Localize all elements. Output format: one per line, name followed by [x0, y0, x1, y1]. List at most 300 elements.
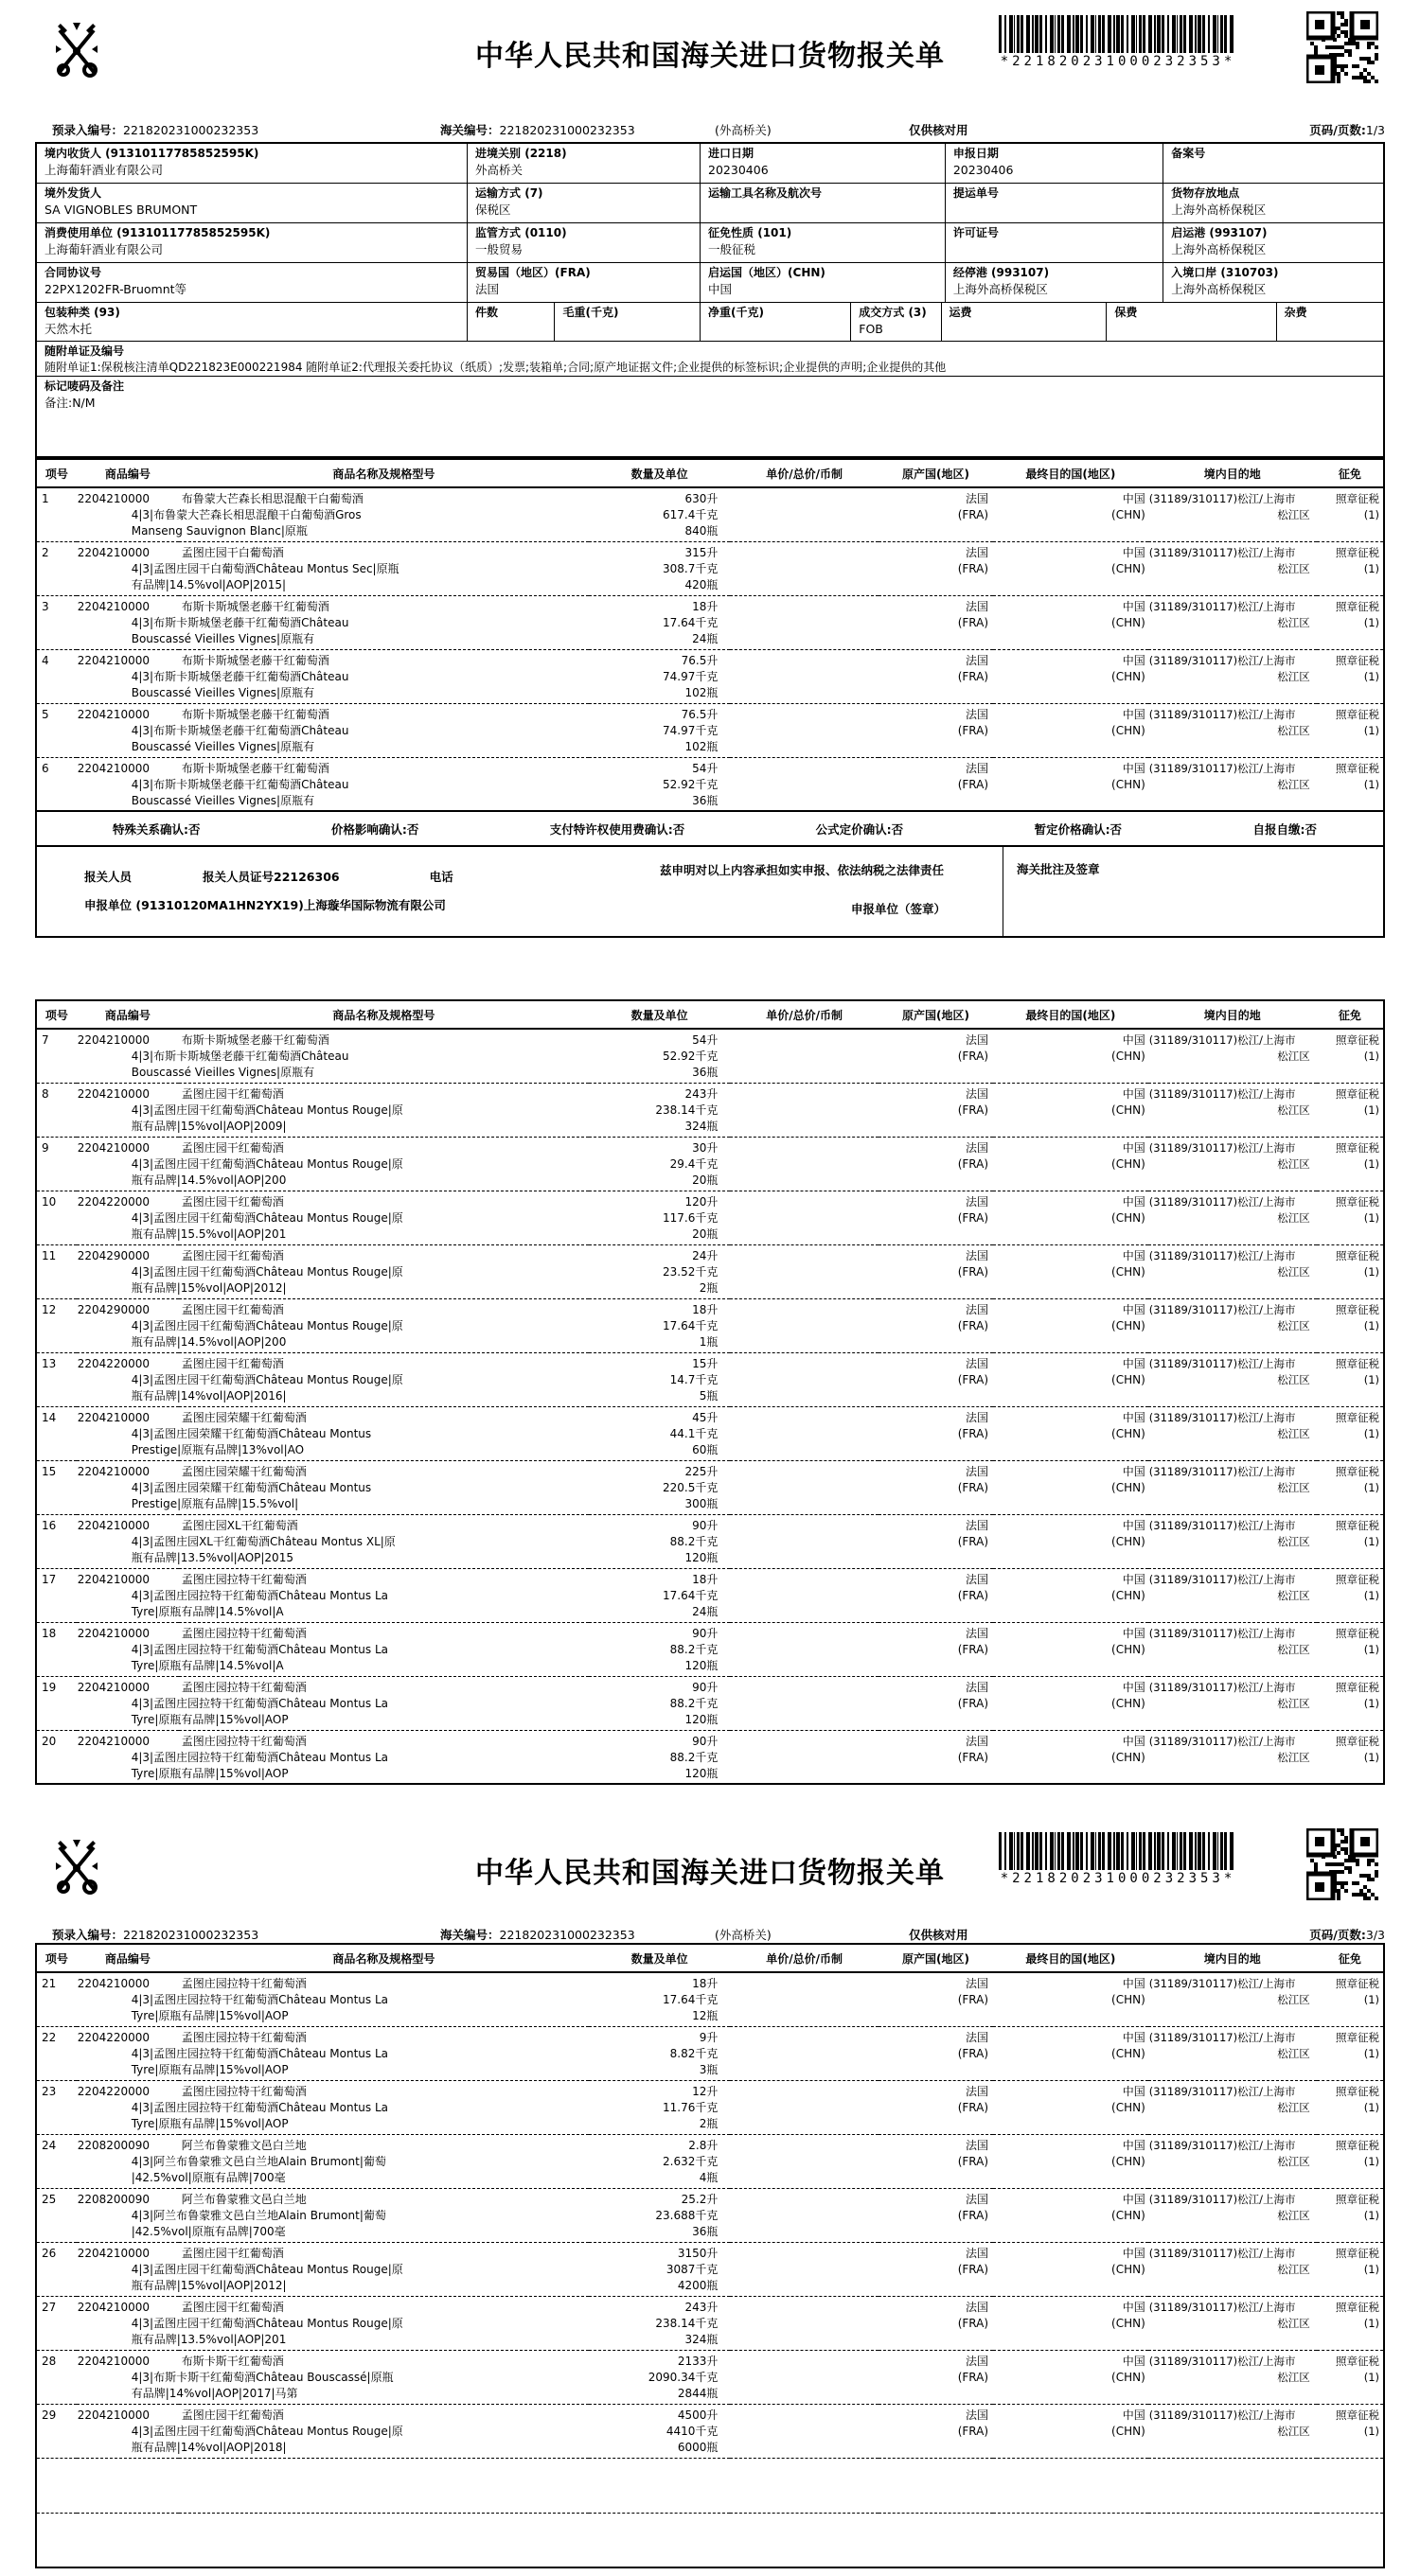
page1-banner — [0, 11, 1420, 115]
hs-code: 2204210000 — [77, 707, 151, 721]
item-origin-country: 法国 (FRA) — [879, 2188, 993, 2242]
item-quantity: 18升 17.64千克 1瓶 — [589, 1298, 731, 1352]
item-no: 26 — [36, 2242, 77, 2296]
item-no: 28 — [36, 2350, 77, 2404]
item-name-spec: 2204210000 孟图庄园干红葡萄酒 4|3|孟图庄园干红葡萄酒Château Montus Rouge|原 瓶有品牌|14.5%vol|AOP|200 — [77, 1137, 589, 1191]
item-price — [730, 1622, 879, 1676]
item-no: 17 — [36, 1568, 77, 1622]
column-header: 商品名称及规格型号 — [179, 459, 589, 487]
item-no: 29 — [36, 2404, 77, 2458]
item-name-spec: 2204210000 布斯卡斯城堡老藤干红葡萄酒 4|3|布斯卡斯城堡老藤干红葡萄酒Château Bouscassé Vieilles Vignes|原瓶有 — [77, 1033, 349, 1079]
item-destination-country: 中国 (CHN) — [993, 595, 1148, 649]
item-quantity: 90升 88.2千克 120瓶 — [589, 1514, 731, 1568]
hs-code: 2204210000 — [77, 653, 151, 667]
field-contract-no: 合同协议号 22PX1202FR-Bruomnt等 — [37, 263, 468, 302]
item-no: 16 — [36, 1514, 77, 1568]
item-name-spec: 2204290000 孟图庄园干红葡萄酒 4|3|孟图庄园干红葡萄酒Château Montus Rouge|原 瓶有品牌|15%vol|AOP|2012| — [77, 1244, 589, 1298]
item-quantity: 12升 11.76千克 2瓶 — [589, 2080, 731, 2134]
barcode — [999, 1832, 1237, 1886]
goods-table-page1 — [35, 458, 1385, 812]
item-domestic-destination: (31189/310117)松江/上海市 松江区 — [1148, 2188, 1317, 2242]
item-levy-mode: 照章征税 (1) — [1317, 2026, 1384, 2080]
item-no: 6 — [36, 757, 77, 811]
item-domestic-destination: (31189/310117)松江/上海市 松江区 — [1148, 1083, 1317, 1137]
field-entry-port: 入境口岸 (310703) 上海外高桥保税区 — [1171, 266, 1279, 296]
item-name-spec: 2204220000 孟图庄园干红葡萄酒 4|3|孟图庄园干红葡萄酒Château Montus Rouge|原 瓶有品牌|15.5%vol|AOP|201 — [77, 1191, 589, 1244]
hs-code: 2204210000 — [77, 1464, 151, 1478]
confirm-formula-pricing: 公式定价确认:否 — [815, 821, 904, 837]
item-quantity: 630升 617.4千克 840瓶 — [663, 492, 719, 538]
item-levy-mode: 照章征税 (1) — [1317, 1676, 1384, 1730]
confirm-provisional-price: 暂定价格确认:否 — [1034, 821, 1123, 837]
item-destination-country: 中国 (CHN) — [993, 1137, 1148, 1191]
item-origin-country: 法国 (FRA) — [879, 595, 993, 649]
item-no: 14 — [36, 1406, 77, 1460]
page3-meta-line — [35, 1926, 1385, 1943]
item-levy-mode: 照章征税 (1) — [1317, 1244, 1384, 1298]
item-quantity: 2.8升 2.632千克 4瓶 — [589, 2134, 731, 2188]
item-quantity: 9升 8.82千克 3瓶 — [589, 2026, 731, 2080]
item-destination-country: 中国 (CHN) — [993, 2080, 1148, 2134]
field-gross-weight: 毛重(千克) — [555, 303, 701, 341]
item-name-spec: 2204210000 孟图庄园拉特干红葡萄酒 4|3|孟图庄园拉特干红葡萄酒Château Montus La Tyre|原瓶有品牌|15%vol|AOP — [77, 1676, 589, 1730]
goods-row — [36, 2080, 1384, 2134]
declaring-agent: 申报单位 (91310120MA1HN2YX19)上海璇华国际物流有限公司 — [84, 898, 446, 912]
item-price — [730, 1514, 879, 1568]
page-1 — [35, 121, 1385, 938]
item-no: 25 — [36, 2188, 77, 2242]
item-no: 9 — [36, 1137, 77, 1191]
item-no: 22 — [36, 2026, 77, 2080]
customs-endorsement-cell — [1003, 847, 1383, 936]
item-price — [730, 1972, 879, 2026]
item-quantity: 15升 14.7千克 5瓶 — [589, 1352, 731, 1406]
item-quantity: 30升 29.4千克 20瓶 — [589, 1137, 731, 1191]
item-origin-country: 法国 (FRA) — [879, 757, 993, 811]
goods-row — [36, 2296, 1384, 2350]
field-overseas-shipper: 境外发货人 SA VIGNOBLES BRUMONT — [37, 184, 468, 222]
goods-table-header — [36, 1944, 1384, 1972]
item-quantity: 120升 117.6千克 20瓶 — [589, 1191, 731, 1244]
hs-code: 2204210000 — [77, 599, 151, 613]
item-levy-mode: 照章征税 (1) — [1317, 2350, 1384, 2404]
declaration-header-grid — [35, 142, 1385, 458]
item-price — [730, 1191, 879, 1244]
item-name-spec: 2204210000 布斯卡斯城堡老藤干红葡萄酒 4|3|布斯卡斯城堡老藤干红葡萄酒Château Bouscassé Vieilles Vignes|原瓶有 — [77, 595, 589, 649]
item-origin-country: 法国 (FRA) — [879, 1083, 993, 1137]
field-entry-customs: 进境关别 (2218) 外高桥关 — [468, 144, 701, 183]
item-domestic-destination: (31189/310117)松江/上海市 松江区 — [1148, 1033, 1310, 1063]
hs-code: 2204210000 — [77, 1734, 151, 1748]
hs-code: 2204210000 — [77, 545, 151, 559]
item-levy-mode: 照章征税 (1) — [1317, 2296, 1384, 2350]
empty-goods-row — [36, 2513, 1384, 2567]
column-header: 商品名称及规格型号 — [179, 1000, 589, 1029]
goods-table-page3 — [35, 1943, 1385, 2568]
item-domestic-destination: (31189/310117)松江/上海市 松江区 — [1148, 2134, 1317, 2188]
item-name-spec: 2204210000 孟图庄园XL干红葡萄酒 4|3|孟图庄园XL干红葡萄酒Château Montus XL|原 瓶有品牌|13.5%vol|AOP|2015 — [77, 1514, 589, 1568]
column-header: 数量及单位 — [589, 459, 731, 487]
item-destination-country: 中国 (CHN) — [993, 2026, 1148, 2080]
item-domestic-destination: (31189/310117)松江/上海市 松江区 — [1148, 1406, 1317, 1460]
item-destination-country: 中国 (CHN) — [993, 649, 1148, 703]
item-name-spec: 2204210000 孟图庄园干白葡萄酒 4|3|孟图庄园干白葡萄酒Château Montus Sec|原瓶 有品牌|14.5%vol|AOP|2015| — [77, 541, 589, 595]
item-no: 15 — [36, 1460, 77, 1514]
item-no: 5 — [36, 703, 77, 757]
item-price — [730, 1298, 879, 1352]
item-no: 24 — [36, 2134, 77, 2188]
column-header: 项号 — [36, 459, 77, 487]
page-number: 页码/页数:3/3 — [1309, 1928, 1385, 1942]
goods-row — [36, 649, 1384, 703]
declarant-line — [84, 868, 453, 885]
item-origin-country: 法国 (FRA) — [879, 1514, 993, 1568]
item-quantity: 45升 44.1千克 60瓶 — [589, 1406, 731, 1460]
field-consumer-unit: 消费使用单位 (91310117785852595K) 上海葡轩酒业有限公司 — [37, 223, 468, 262]
confirmation-row — [35, 812, 1385, 847]
goods-row — [36, 1568, 1384, 1622]
item-price — [730, 1083, 879, 1137]
field-insurance: 保费 — [1107, 303, 1276, 341]
item-domestic-destination: (31189/310117)松江/上海市 松江区 — [1148, 757, 1317, 811]
item-origin-country: 法国 (FRA) — [879, 2026, 993, 2080]
item-origin-country: 法国 (FRA) — [879, 2080, 993, 2134]
item-name-spec: 2204210000 孟图庄园荣耀干红葡萄酒 4|3|孟图庄园荣耀干红葡萄酒Château Montus Prestige|原瓶有品牌|13%vol|AO — [77, 1406, 589, 1460]
item-domestic-destination: (31189/310117)松江/上海市 松江区 — [1148, 1352, 1317, 1406]
item-quantity: 4500升 4410千克 6000瓶 — [589, 2404, 731, 2458]
item-levy-mode: 照章征税 (1) — [1317, 649, 1384, 703]
item-domestic-destination: (31189/310117)松江/上海市 松江区 — [1148, 1622, 1317, 1676]
item-quantity: 225升 220.5千克 300瓶 — [589, 1460, 731, 1514]
goods-row — [36, 2026, 1384, 2080]
item-destination-country: 中国 (CHN) — [993, 2134, 1148, 2188]
item-destination-country: 中国 (CHN) — [993, 2350, 1148, 2404]
column-header: 征免 — [1317, 1944, 1384, 1972]
item-origin-country: 法国 (FRA) — [879, 1137, 993, 1191]
item-no: 3 — [36, 595, 77, 649]
item-domestic-destination: (31189/310117)松江/上海市 松江区 — [1148, 595, 1317, 649]
hs-code: 2204210000 — [77, 1680, 151, 1694]
hs-code: 2204290000 — [77, 1302, 151, 1316]
item-origin-country: 法国 (FRA) — [879, 2134, 993, 2188]
customs-no: 海关编号：221820231000232353 — [440, 1928, 635, 1942]
item-price — [730, 1244, 879, 1298]
item-no: 4 — [36, 649, 77, 703]
hs-code: 2208200090 — [77, 2138, 151, 2152]
item-no: 13 — [36, 1352, 77, 1406]
item-levy-mode: 照章征税 (1) — [1317, 1083, 1384, 1137]
item-origin-country: 法国 (FRA) — [879, 2296, 993, 2350]
field-freight: 运费 — [942, 303, 1108, 341]
item-destination-country: 中国 (CHN) — [993, 2296, 1148, 2350]
goods-row — [36, 1352, 1384, 1406]
field-declare-date: 申报日期 20230406 — [946, 144, 1163, 183]
column-header: 商品编号 — [77, 1944, 179, 1972]
item-price — [730, 1460, 879, 1514]
phone-label: 电话 — [429, 870, 453, 884]
port-suffix: (外高桥关) — [715, 123, 772, 137]
column-header: 商品编号 — [77, 1000, 179, 1029]
truth-statement: 兹申明对以上内容承担如实申报、依法纳税之法律责任 — [659, 863, 944, 877]
item-price — [730, 541, 879, 595]
item-name-spec: 2204210000 孟图庄园拉特干红葡萄酒 4|3|孟图庄园拉特干红葡萄酒Château Montus La Tyre|原瓶有品牌|15%vol|AOP — [77, 1730, 589, 1784]
item-no: 2 — [36, 541, 77, 595]
page-number: 页码/页数:1/3 — [1309, 123, 1385, 137]
goods-row — [36, 2242, 1384, 2296]
item-destination-country: 中国 (CHN) — [1111, 1033, 1145, 1063]
item-price — [730, 2188, 879, 2242]
empty-goods-row — [36, 2458, 1384, 2513]
page-2 — [35, 999, 1385, 1785]
hs-code: 2204210000 — [77, 1626, 151, 1640]
goods-row — [36, 1137, 1384, 1191]
check-only-note: 仅供核对用 — [909, 123, 968, 137]
item-domestic-destination: (31189/310117)松江/上海市 松江区 — [1148, 2404, 1317, 2458]
column-header: 项号 — [36, 1000, 77, 1029]
page-title: 中华人民共和国海关进口货物报关单 — [475, 1857, 945, 1890]
item-no: 8 — [36, 1083, 77, 1137]
field-packing-type: 包装种类 (93) 天然木托 — [37, 303, 468, 341]
hs-code: 2204210000 — [77, 761, 151, 775]
item-domestic-destination: (31189/310117)松江/上海市 松江区 — [1148, 649, 1317, 703]
agent-seal-label: 申报单位（签章） — [850, 902, 946, 916]
item-name-spec: 2204290000 孟图庄园干红葡萄酒 4|3|孟图庄园干红葡萄酒Château Montus Rouge|原 瓶有品牌|14.5%vol|AOP|200 — [77, 1298, 589, 1352]
page3-banner — [0, 1828, 1420, 1932]
item-name-spec: 2204210000 孟图庄园干红葡萄酒 4|3|孟图庄园干红葡萄酒Château Montus Rouge|原 瓶有品牌|14%vol|AOP|2018| — [77, 2404, 589, 2458]
field-pieces: 件数 — [468, 303, 555, 341]
item-domestic-destination: (31189/310117)松江/上海市 松江区 — [1148, 703, 1317, 757]
item-name-spec: 2208200090 阿兰布鲁蒙雅文邑白兰地 4|3|阿兰布鲁蒙雅文邑白兰地Alain Brumont|葡萄 |42.5%vol|原瓶有品牌|700毫 — [77, 2188, 589, 2242]
item-destination-country: 中国 (CHN) — [993, 1298, 1148, 1352]
item-name-spec: 2204210000 布斯卡斯城堡老藤干红葡萄酒 4|3|布斯卡斯城堡老藤干红葡萄酒Château Bouscassé Vieilles Vignes|原瓶有 — [77, 649, 589, 703]
item-destination-country: 中国 (CHN) — [993, 2242, 1148, 2296]
column-header: 征免 — [1317, 1000, 1384, 1029]
hs-code: 2204210000 — [77, 1140, 151, 1155]
item-price — [730, 487, 879, 541]
hs-code: 2204210000 — [77, 1086, 151, 1101]
item-price — [730, 1352, 879, 1406]
hs-code: 2204210000 — [77, 2246, 151, 2260]
item-destination-country: 中国 (CHN) — [993, 1083, 1148, 1137]
item-levy-mode: 照章征税 (1) — [1317, 1568, 1384, 1622]
item-price — [730, 757, 879, 811]
item-price — [730, 2404, 879, 2458]
item-levy-mode: 照章征税 (1) — [1317, 1137, 1384, 1191]
item-price — [730, 2242, 879, 2296]
item-quantity: 90升 88.2千克 120瓶 — [589, 1622, 731, 1676]
item-levy-mode: 照章征税 (1) — [1317, 1730, 1384, 1784]
item-price — [730, 1676, 879, 1730]
field-trade-terms: 成交方式 (3) FOB — [851, 303, 941, 341]
item-quantity: 76.5升 74.97千克 102瓶 — [589, 649, 731, 703]
hs-code: 2204210000 — [77, 492, 151, 505]
item-domestic-destination: (31189/310117)松江/上海市 松江区 — [1148, 1460, 1317, 1514]
item-origin-country: 法国 (FRA) — [879, 2242, 993, 2296]
item-origin-country: 法国 (FRA) — [879, 1244, 993, 1298]
item-domestic-destination: (31189/310117)松江/上海市 松江区 — [1148, 1977, 1310, 2006]
item-quantity: 315升 308.7千克 420瓶 — [589, 541, 731, 595]
item-no: 1 — [42, 492, 49, 505]
item-quantity: 243升 238.14千克 324瓶 — [589, 1083, 731, 1137]
item-quantity: 54升 52.92千克 36瓶 — [589, 757, 731, 811]
item-destination-country: 中国 (CHN) — [1111, 492, 1145, 521]
field-net-weight: 净重(千克) — [701, 303, 851, 341]
item-origin-country: 法国 (FRA) — [879, 1191, 993, 1244]
field-levy-nature: 征免性质 (101) 一般征税 — [701, 223, 946, 262]
item-name-spec: 2204210000 孟图庄园荣耀干红葡萄酒 4|3|孟图庄园荣耀干红葡萄酒Château Montus Prestige|原瓶有品牌|15.5%vol| — [77, 1460, 589, 1514]
column-header: 数量及单位 — [589, 1000, 731, 1029]
field-supervision-mode: 监管方式 (0110) 一般贸易 — [468, 223, 701, 262]
hs-code: 2204220000 — [77, 2084, 151, 2098]
item-price — [730, 2350, 879, 2404]
item-name-spec: 2204210000 孟图庄园拉特干红葡萄酒 4|3|孟图庄园拉特干红葡萄酒Château Montus La Tyre|原瓶有品牌|14.5%vol|A — [77, 1568, 589, 1622]
field-via-port: 经停港 (993107) 上海外高桥保税区 — [946, 263, 1163, 302]
hs-code: 2204220000 — [77, 1194, 151, 1209]
item-price — [730, 703, 879, 757]
field-vessel-voyage: 运输工具名称及航次号 — [701, 184, 946, 222]
goods-table-header — [36, 459, 1384, 487]
item-no: 18 — [36, 1622, 77, 1676]
field-trade-country: 贸易国（地区）(FRA) 法国 — [468, 263, 701, 302]
item-quantity: 24升 23.52千克 2瓶 — [589, 1244, 731, 1298]
page-3 — [35, 1926, 1385, 2576]
column-header: 商品编号 — [77, 459, 179, 487]
item-origin-country: 法国 (FRA) — [879, 2404, 993, 2458]
item-no: 21 — [42, 1977, 57, 1990]
field-misc-fees: 杂费 — [1284, 306, 1307, 319]
check-only-note: 仅供核对用 — [909, 1928, 968, 1942]
item-quantity: 18升 17.64千克 24瓶 — [589, 1568, 731, 1622]
item-price — [730, 1730, 879, 1784]
field-license-no: 许可证号 — [946, 223, 1163, 262]
item-price — [730, 2026, 879, 2080]
confirm-special-relation: 特殊关系确认:否 — [113, 821, 201, 837]
item-domestic-destination: (31189/310117)松江/上海市 松江区 — [1148, 2080, 1317, 2134]
item-domestic-destination: (31189/310117)松江/上海市 松江区 — [1148, 1191, 1317, 1244]
item-levy-mode: 照章征税 (1) — [1317, 703, 1384, 757]
barcode-bars-icon — [999, 15, 1237, 53]
field-departure-country: 启运国（地区）(CHN) 中国 — [701, 263, 946, 302]
item-price — [730, 2134, 879, 2188]
qr-code-icon — [1306, 1828, 1378, 1900]
goods-row — [36, 487, 1384, 541]
item-no: 19 — [36, 1676, 77, 1730]
item-origin-country: 法国 (FRA) — [879, 1406, 993, 1460]
hs-code: 2208200090 — [77, 2192, 151, 2206]
item-no: 23 — [36, 2080, 77, 2134]
item-destination-country: 中国 (CHN) — [993, 541, 1148, 595]
item-levy-mode: 照章征税 (1) — [1317, 1191, 1384, 1244]
column-header: 原产国(地区) — [879, 459, 993, 487]
column-header: 数量及单位 — [589, 1944, 731, 1972]
item-levy-mode: 照章征税 (1) — [1336, 1977, 1379, 2006]
goods-row — [36, 2188, 1384, 2242]
item-quantity: 54升 52.92千克 36瓶 — [663, 1033, 719, 1079]
item-origin-country: 法国 (FRA) — [879, 1622, 993, 1676]
hs-code: 2204220000 — [77, 1356, 151, 1370]
item-levy-mode: 照章征税 (1) — [1317, 2242, 1384, 2296]
item-quantity: 2133升 2090.34千克 2844瓶 — [589, 2350, 731, 2404]
goods-row — [36, 1460, 1384, 1514]
presort-no: 预录入编号：221820231000232353 — [52, 1928, 259, 1942]
item-levy-mode: 照章征税 (1) — [1317, 1406, 1384, 1460]
item-destination-country: 中国 (CHN) — [993, 1191, 1148, 1244]
item-levy-mode: 照章征税 (1) — [1317, 1460, 1384, 1514]
item-quantity: 18升 17.64千克 12瓶 — [663, 1977, 719, 2022]
item-origin-country: 法国 (FRA) — [879, 1298, 993, 1352]
field-departure-port: 启运港 (993107) 上海外高桥保税区 — [1171, 226, 1268, 256]
field-record-no: 备案号 — [1171, 147, 1206, 160]
column-header: 境内目的地 — [1148, 1000, 1317, 1029]
item-destination-country: 中国 (CHN) — [993, 703, 1148, 757]
port-suffix: (外高桥关) — [715, 1928, 772, 1942]
item-domestic-destination: (31189/310117)松江/上海市 松江区 — [1148, 1244, 1317, 1298]
item-origin-country: 法国 (FRA) — [957, 1033, 989, 1063]
item-destination-country: 中国 (CHN) — [993, 1406, 1148, 1460]
qr-code-icon — [1306, 11, 1378, 83]
item-destination-country: 中国 (CHN) — [993, 1352, 1148, 1406]
customs-endorsement-label: 海关批注及签章 — [1016, 862, 1100, 876]
item-no: 20 — [36, 1730, 77, 1784]
goods-row — [36, 2404, 1384, 2458]
item-no: 12 — [36, 1298, 77, 1352]
column-header: 最终目的国(地区) — [993, 459, 1148, 487]
hs-code: 2204290000 — [77, 1248, 151, 1262]
item-price — [730, 1137, 879, 1191]
item-origin-country: 法国 (FRA) — [957, 492, 989, 521]
item-name-spec: 2204220000 孟图庄园拉特干红葡萄酒 4|3|孟图庄园拉特干红葡萄酒Château Montus La Tyre|原瓶有品牌|15%vol|AOP — [77, 2026, 589, 2080]
hs-code: 2204210000 — [77, 1977, 151, 1990]
goods-row — [36, 1730, 1384, 1784]
hs-code: 2204210000 — [77, 2408, 151, 2422]
column-header: 征免 — [1317, 459, 1384, 487]
item-levy-mode: 照章征税 (1) — [1317, 541, 1384, 595]
hs-code: 2204210000 — [77, 1518, 151, 1532]
hs-code: 2204210000 — [77, 2354, 151, 2368]
goods-row — [36, 595, 1384, 649]
item-domestic-destination: (31189/310117)松江/上海市 松江区 — [1148, 1298, 1317, 1352]
goods-row — [36, 1298, 1384, 1352]
item-levy-mode: 照章征税 (1) — [1317, 2404, 1384, 2458]
item-origin-country: 法国 (FRA) — [879, 2350, 993, 2404]
goods-row — [36, 1622, 1384, 1676]
item-quantity: 18升 17.64千克 24瓶 — [589, 595, 731, 649]
item-name-spec: 2204220000 孟图庄园拉特干红葡萄酒 4|3|孟图庄园拉特干红葡萄酒Château Montus La Tyre|原瓶有品牌|15%vol|AOP — [77, 2080, 589, 2134]
goods-row — [36, 1514, 1384, 1568]
item-levy-mode: 照章征税 (1) — [1317, 2134, 1384, 2188]
item-levy-mode: 照章征税 (1) — [1317, 1622, 1384, 1676]
barcode — [999, 15, 1237, 69]
goods-table-page2 — [35, 999, 1385, 1785]
item-price — [730, 595, 879, 649]
item-no: 7 — [42, 1033, 49, 1047]
item-name-spec: 2204210000 布斯卡斯干红葡萄酒 4|3|布斯卡斯干红葡萄酒Château Bouscassé|原瓶 有品牌|14%vol|AOP|2017|马第 — [77, 2350, 589, 2404]
item-levy-mode: 照章征税 (1) — [1317, 595, 1384, 649]
item-quantity: 25.2升 23.688千克 36瓶 — [589, 2188, 731, 2242]
column-header: 原产国(地区) — [879, 1944, 993, 1972]
item-name-spec: 2204210000 孟图庄园拉特干红葡萄酒 4|3|孟图庄园拉特干红葡萄酒Château Montus La Tyre|原瓶有品牌|14.5%vol|A — [77, 1622, 589, 1676]
hs-code: 2204210000 — [77, 1572, 151, 1586]
column-header: 单价/总价/币制 — [730, 459, 879, 487]
hs-code: 2204210000 — [77, 1410, 151, 1424]
confirm-self-declare-pay: 自报自缴:否 — [1252, 821, 1317, 837]
item-origin-country: 法国 (FRA) — [879, 541, 993, 595]
goods-row — [36, 1083, 1384, 1137]
declarant-label: 报关人员 — [84, 870, 133, 884]
item-origin-country: 法国 (FRA) — [879, 703, 993, 757]
goods-row — [36, 1244, 1384, 1298]
item-name-spec: 2204210000 孟图庄园干红葡萄酒 4|3|孟图庄园干红葡萄酒Château Montus Rouge|原 瓶有品牌|15%vol|AOP|2009| — [77, 1083, 589, 1137]
